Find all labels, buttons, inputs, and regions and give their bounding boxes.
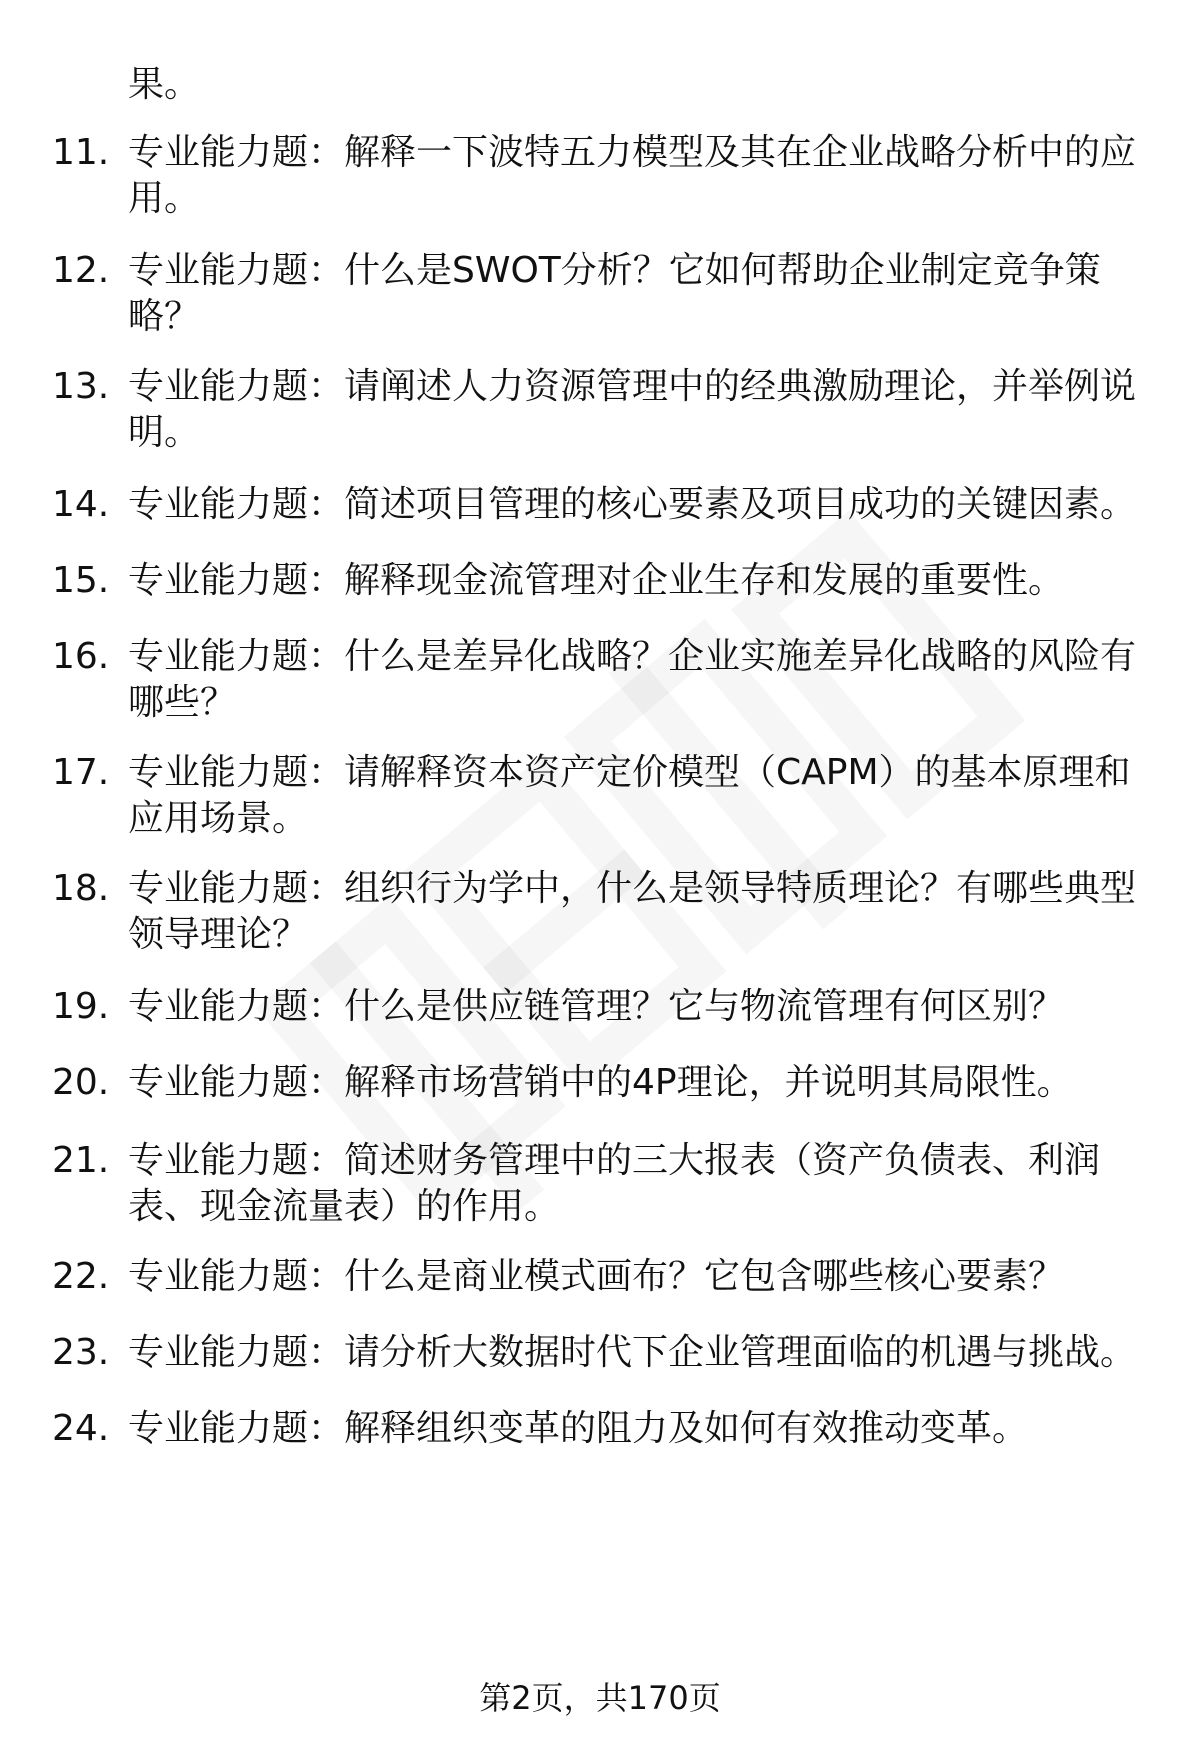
- item-number: 16.: [52, 636, 110, 677]
- item-text: 专业能力题：什么是商业模式画布？它包含哪些核心要素？: [128, 1256, 1065, 1297]
- item-number: 13.: [52, 366, 110, 407]
- item-text: 专业能力题：简述项目管理的核心要素及项目成功的关键因素。: [128, 484, 1137, 525]
- item-text: 专业能力题：解释现金流管理对企业生存和发展的重要性。: [128, 560, 1065, 601]
- item-number: 21.: [52, 1140, 110, 1181]
- item-text: 专业能力题：简述财务管理中的三大报表（资产负债表、利润表、现金流量表）的作用。: [128, 1140, 1101, 1227]
- continuation-text: 果。: [128, 64, 201, 105]
- item-text: 专业能力题：什么是差异化战略？企业实施差异化战略的风险有哪些？: [128, 636, 1137, 723]
- item-text: 专业能力题：请阐述人力资源管理中的经典激励理论，并举例说明。: [128, 366, 1137, 453]
- item-number: 14.: [52, 484, 110, 525]
- item-number: 19.: [52, 986, 110, 1027]
- item-number: 20.: [52, 1062, 110, 1103]
- item-text: 专业能力题：请解释资本资产定价模型（CAPM）的基本原理和应用场景。: [128, 752, 1131, 839]
- item-text: 专业能力题：解释组织变革的阻力及如何有效推动变革。: [128, 1408, 1029, 1449]
- item-number: 18.: [52, 868, 110, 909]
- item-number: 23.: [52, 1332, 110, 1373]
- item-text: 专业能力题：组织行为学中，什么是领导特质理论？有哪些典型领导理论？: [128, 868, 1137, 955]
- item-number: 15.: [52, 560, 110, 601]
- item-number: 12.: [52, 250, 110, 291]
- item-number: 11.: [52, 132, 110, 173]
- item-number: 22.: [52, 1256, 110, 1297]
- page-footer: 第2页，共170页: [479, 1679, 721, 1717]
- item-text: 专业能力题：什么是SWOT分析？它如何帮助企业制定竞争策略？: [128, 250, 1101, 337]
- item-text: 专业能力题：请分析大数据时代下企业管理面临的机遇与挑战。: [128, 1332, 1137, 1373]
- item-text: 专业能力题：什么是供应链管理？它与物流管理有何区别？: [128, 986, 1065, 1027]
- item-text: 专业能力题：解释市场营销中的4P理论，并说明其局限性。: [128, 1062, 1073, 1103]
- item-number: 17.: [52, 752, 110, 793]
- item-text: 专业能力题：解释一下波特五力模型及其在企业战略分析中的应用。: [128, 132, 1137, 219]
- item-number: 24.: [52, 1408, 110, 1449]
